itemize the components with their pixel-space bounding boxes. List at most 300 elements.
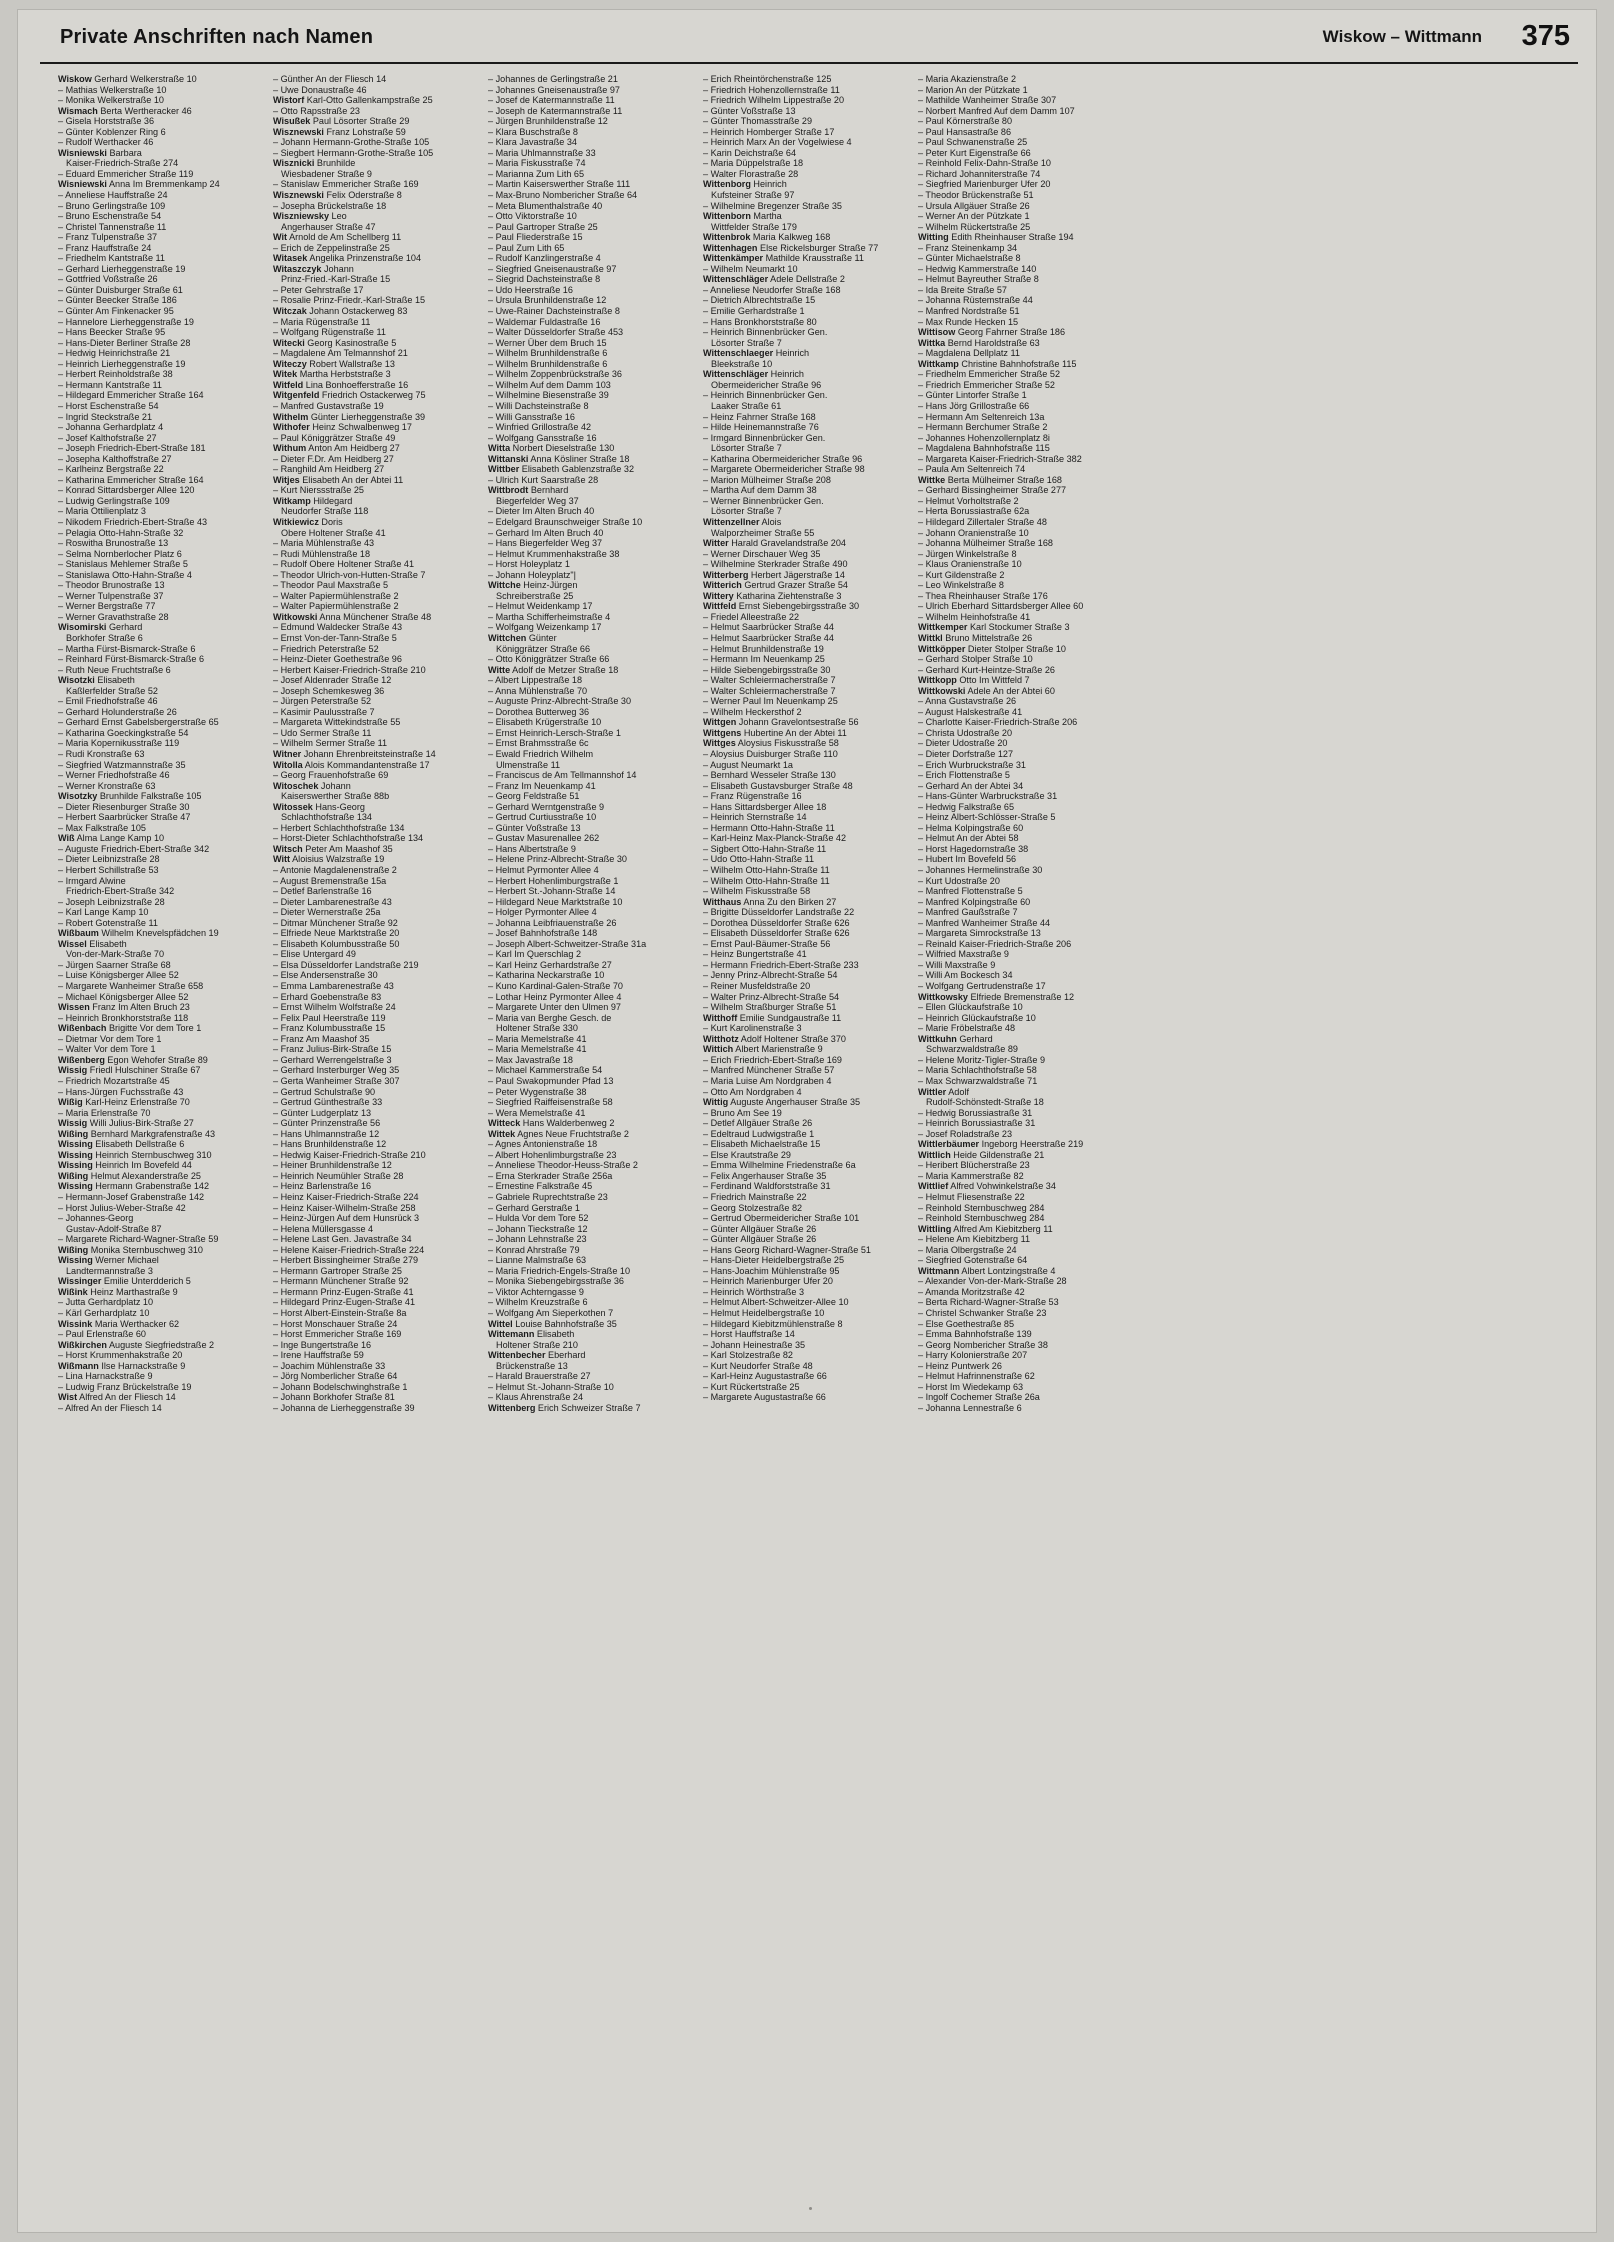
directory-person-entry: – Irmgard Alwine [58, 875, 126, 886]
directory-person-entry: – Aloysius Duisburger Straße 110 [703, 749, 838, 759]
directory-person-entry: – August Halskestraße 41 [918, 706, 1023, 717]
directory-person-entry: – Maria Fiskusstraße 74 [488, 158, 586, 169]
directory-person-entry: – Hans Georg Richard-Wagner-Straße 51 [703, 1244, 871, 1255]
directory-person-entry: – Manfred Gustavstraße 19 [273, 400, 384, 411]
directory-person-entry: – Marie Fröbelstraße 48 [918, 1023, 1016, 1034]
directory-surname-entry: Wittmann Albert Lontzingstraße 4 [918, 1265, 1056, 1276]
directory-person-entry: – Josef Roladstraße 23 [918, 1128, 1013, 1139]
directory-person-entry: – Martha Fürst-Bismarck-Straße 6 [58, 643, 196, 654]
surname-label: Witthoff [703, 1012, 738, 1023]
directory-person-entry: – Kurt Rückertstraße 25 [703, 1381, 800, 1392]
directory-person-entry: – Günter Thomasstraße 29 [703, 116, 813, 127]
directory-surname-entry: Wittisow Georg Fahrner Straße 186 [918, 327, 1065, 338]
surname-label: Wisomirski [58, 622, 107, 633]
directory-address-continuation: Schlachthofstraße 134 [281, 812, 372, 823]
directory-surname-entry: Wittkowski Adele An der Abtei 60 [918, 685, 1055, 696]
directory-person-entry: – Peter Kurt Eigenstraße 66 [918, 147, 1031, 158]
directory-person-entry: – Erich Wurbruckstraße 31 [918, 759, 1026, 770]
directory-person-entry: – Reinald Kaiser-Friedrich-Straße 206 [918, 938, 1072, 949]
directory-person-entry: – Dieter Udostraße 20 [918, 738, 1008, 749]
directory-person-entry: – Uwe-Rainer Dachsteinstraße 8 [488, 306, 620, 317]
directory-person-entry: – Horst Holeyplatz 1 [488, 559, 570, 570]
directory-person-entry: – Richard Johanniterstraße 74 [918, 168, 1041, 179]
directory-surname-entry: Wittkopp Otto Im Wittfeld 7 [918, 675, 1030, 686]
directory-person-entry: – Johann Heinestraße 35 [703, 1339, 806, 1350]
directory-person-entry: – Dieter Lambarenestraße 43 [273, 896, 392, 907]
directory-person-entry: – Georg Feldstraße 51 [488, 791, 580, 802]
directory-person-entry: – Horst-Dieter Schlachthofstraße 134 [273, 833, 424, 844]
surname-label: Wist [58, 1392, 78, 1403]
directory-person-entry: – Gottfried Voßstraße 26 [58, 274, 158, 285]
directory-surname-entry: Wittke Berta Mülheimer Straße 168 [918, 474, 1062, 485]
directory-person-entry: – Maria Ottilienplatz 3 [58, 506, 146, 517]
directory-person-entry: – Günter Lintorfer Straße 1 [918, 390, 1027, 401]
directory-address-continuation: Ulmenstraße 11 [496, 759, 561, 770]
directory-surname-entry: Wißink Heinz Marthastraße 9 [58, 1286, 178, 1297]
directory-person-entry: – Helmut St.-Johann-Straße 10 [488, 1381, 614, 1392]
directory-person-entry: – Karl Stolzestraße 82 [703, 1350, 793, 1361]
directory-person-entry: – Joseph Albert-Schweitzer-Straße 31a [488, 938, 647, 949]
surname-label: Witta [488, 443, 511, 454]
surname-label: Wissing [58, 1181, 93, 1192]
surname-label: Witasek [273, 253, 308, 264]
directory-surname-entry: Witterberg Herbert Jägerstraße 14 [703, 569, 845, 580]
directory-person-entry: – Herta Borussiastraße 62a [918, 506, 1030, 517]
directory-person-entry: – Elsa Düsseldorfer Landstraße 219 [273, 959, 419, 970]
directory-person-entry: – Hans Uhlmannstraße 12 [273, 1128, 380, 1139]
directory-person-entry: – Friedrich Mozartstraße 45 [58, 1075, 170, 1086]
surname-label: Wisznicki [273, 158, 315, 169]
directory-surname-entry: Wittka Bernd Haroldstraße 63 [918, 337, 1040, 348]
directory-person-entry: – Martin Kaiserswerther Straße 111 [488, 179, 631, 190]
directory-person-entry: – Stanislaus Mehlemer Straße 5 [58, 559, 188, 570]
directory-person-entry: – Hilde Heinemannstraße 76 [703, 422, 819, 433]
directory-person-entry: – Hermann Münchener Straße 92 [273, 1276, 409, 1287]
directory-address-continuation: Königgrätzer Straße 66 [496, 643, 591, 654]
directory-person-entry: – Hildegard Prinz-Eugen-Straße 41 [273, 1297, 416, 1308]
directory-person-entry: – Maria Akazienstraße 2 [918, 74, 1017, 84]
directory-person-entry: – Otto Viktorstraße 10 [488, 211, 577, 222]
directory-person-entry: – Herbert Kaiser-Friedrich-Straße 210 [273, 664, 426, 675]
directory-address-continuation: Prinz-Fried.-Karl-Straße 15 [281, 274, 391, 285]
directory-person-entry: – Johanna Mülheimer Straße 168 [918, 538, 1053, 549]
directory-person-entry: – Heinz Fahrner Straße 168 [703, 411, 816, 422]
directory-person-entry: – Johanna Lennestraße 6 [918, 1402, 1022, 1413]
directory-person-entry: – Heribert Blücherstraße 23 [918, 1160, 1030, 1171]
surname-label: Wittkopp [918, 675, 957, 686]
directory-person-entry: – Wilhelm Brunhildenstraße 6 [488, 358, 608, 369]
directory-person-entry: – Klaus Ahrenstraße 24 [488, 1392, 584, 1403]
surname-label: Wittisow [918, 327, 956, 338]
directory-person-entry: – Hildegard Zillertaler Straße 48 [918, 516, 1047, 527]
directory-person-entry: – Wilhelm Otto-Hahn-Straße 11 [703, 875, 830, 886]
directory-person-entry: – Johannes-Georg [58, 1213, 134, 1224]
directory-surname-entry: Witaszczyk Johann [273, 263, 354, 274]
directory-surname-entry: Wittgen Johann Gravelontsestraße 56 [703, 717, 859, 728]
directory-person-entry: – Hans-Joachim Mühlenstraße 95 [703, 1265, 840, 1276]
directory-person-entry: – Wilhelm Kreuzstraße 6 [488, 1297, 588, 1308]
directory-person-entry: – Margarete Unter den Ulmen 97 [488, 1002, 621, 1013]
directory-person-entry: – Helma Kolpingstraße 60 [918, 822, 1024, 833]
directory-person-entry: – Katharina Neckarstraße 10 [488, 970, 605, 981]
directory-person-entry: – Theodor Paul Maxstraße 5 [273, 580, 389, 591]
surname-label: Wittka [918, 337, 946, 348]
directory-surname-entry: Wittenschlaeger Heinrich [703, 348, 810, 359]
directory-person-entry: – Franz Am Maashof 35 [273, 1033, 370, 1044]
directory-person-entry: – Gertrud Obermeidericher Straße 101 [703, 1213, 860, 1224]
directory-person-entry: – Gerhard Insterburger Weg 35 [273, 1065, 400, 1076]
directory-person-entry: – Josef Aldenrader Straße 12 [273, 675, 392, 686]
directory-person-entry: – Emil Friedhofstraße 46 [58, 696, 158, 707]
directory-person-entry: – Werner Gravathstraße 28 [58, 611, 169, 622]
directory-person-entry: – Johannes de Gerlingstraße 21 [488, 74, 618, 84]
directory-person-entry: – Eduard Emmericher Straße 119 [58, 168, 194, 179]
surname-label: Wistorf [273, 95, 305, 106]
directory-person-entry: – Hans-Jürgen Fuchsstraße 43 [58, 1086, 184, 1097]
directory-person-entry: – Johanna Rüstemstraße 44 [918, 295, 1033, 306]
directory-surname-entry: Wittber Elisabeth Gablenzstraße 32 [488, 464, 634, 475]
surname-label: Wissing [58, 1149, 93, 1160]
directory-surname-entry: Wißing Bernhard Markgrafenstraße 43 [58, 1128, 216, 1139]
directory-surname-entry: Wisomirski Gerhard [58, 622, 143, 633]
directory-person-entry: – Lothar Heinz Pyrmonter Allee 4 [488, 991, 622, 1002]
directory-person-entry: – Heinrich Marx An der Vogelwiese 4 [703, 137, 852, 148]
directory-person-entry: – Maria Olbergstraße 24 [918, 1244, 1017, 1255]
directory-surname-entry: Wisotzki Elisabeth [58, 675, 135, 686]
directory-surname-entry: Wiskow Gerhard Welkerstraße 10 [58, 74, 197, 84]
directory-address-continuation: Biegerfelder Weg 37 [496, 495, 579, 506]
directory-person-entry: – Herbert Schlachthofstraße 134 [273, 822, 405, 833]
directory-person-entry: – Wilhelm Straßburger Straße 51 [703, 1002, 837, 1013]
directory-person-entry: – August Neumarkt 1a [703, 759, 793, 770]
directory-person-entry: – Josef de Katermannstraße 11 [488, 95, 615, 106]
directory-person-entry: – Martha Schifferheimstraße 4 [488, 611, 611, 622]
surname-label: Wittköpper [918, 643, 966, 654]
directory-person-entry: – Margareta Kaiser-Friedrich-Straße 382 [918, 453, 1082, 464]
directory-surname-entry: Witner Johann Ehrenbreitsteinstraße 14 [273, 749, 436, 759]
directory-surname-entry: Wittgens Hubertine An der Abtei 11 [703, 727, 847, 738]
directory-surname-entry: Withum Anton Am Heidberg 27 [273, 443, 400, 454]
directory-person-entry: – Friedel Alleestraße 22 [703, 611, 800, 622]
surname-label: Witaszczyk [273, 263, 322, 274]
surname-label: Wißenbach [58, 1023, 107, 1034]
directory-person-entry: – Walter Prinz-Albrecht-Straße 54 [703, 991, 840, 1002]
directory-person-entry: – Ursula Brunhildenstraße 12 [488, 295, 607, 306]
directory-person-entry: – Gustav Masurenallee 262 [488, 833, 600, 844]
surname-label: Wittenzellner [703, 516, 760, 527]
directory-person-entry: – Helmut An der Abtei 58 [918, 833, 1019, 844]
directory-person-entry: – Albert Lippestraße 18 [488, 675, 583, 686]
surname-label: Wißing [58, 1128, 89, 1139]
directory-person-entry: – Kuno Kardinal-Galen-Straße 70 [488, 981, 623, 992]
directory-surname-entry: Wittkl Bruno Mittelstraße 26 [918, 632, 1033, 643]
directory-person-entry: – Ursula Allgäuer Straße 26 [918, 200, 1030, 211]
directory-person-entry: – Hildegard Neue Marktstraße 10 [488, 896, 623, 907]
directory-person-entry: – Heinrich Glückaufstraße 10 [918, 1012, 1036, 1023]
surname-label: Wissing [58, 1255, 93, 1266]
directory-person-entry: – Paul Swakopmunder Pfad 13 [488, 1075, 614, 1086]
directory-surname-entry: Wittanski Anna Kösliner Straße 18 [488, 453, 630, 464]
directory-person-entry: – Gerhard Ernst Gabelsbergerstraße 65 [58, 717, 219, 728]
directory-person-entry: – Erna Sterkrader Straße 256a [488, 1170, 613, 1181]
directory-person-entry: – Hannelore Lierheggenstraße 19 [58, 316, 194, 327]
directory-person-entry: – Josef Kalthofstraße 27 [58, 432, 157, 443]
directory-person-entry: – Wolfgang Gertrudenstraße 17 [918, 981, 1046, 992]
directory-person-entry: – Gerta Wanheimer Straße 307 [273, 1075, 400, 1086]
directory-person-entry: – Jürgen Winkelstraße 8 [918, 548, 1017, 559]
directory-surname-entry: Witek Martha Herbststraße 3 [273, 369, 391, 380]
directory-person-entry: – Viktor Achterngasse 9 [488, 1286, 584, 1297]
directory-address-continuation: Kufsteiner Straße 97 [711, 190, 795, 201]
directory-person-entry: – Gerhard Im Alten Bruch 40 [488, 527, 604, 538]
directory-person-entry: – Udo Otto-Hahn-Straße 11 [703, 854, 815, 865]
surname-label: Wittmann [918, 1265, 960, 1276]
directory-person-entry: – Franz Julius-Birk-Straße 15 [273, 1044, 392, 1055]
surname-label: Wittanski [488, 453, 529, 464]
directory-person-entry: – Horst Im Wiedekamp 63 [918, 1381, 1024, 1392]
directory-person-entry: – Friedrich Peterstraße 52 [273, 643, 379, 654]
directory-person-entry: – Margarete Wanheimer Straße 658 [58, 981, 204, 992]
directory-surname-entry: Wittlich Heide Gildenstraße 21 [918, 1149, 1045, 1160]
directory-person-entry: – Dieter Leibnizstraße 28 [58, 854, 160, 865]
directory-person-entry: – Ludwig Franz Brückelstraße 19 [58, 1381, 192, 1392]
directory-person-entry: – Johann Oranienstraße 10 [918, 527, 1029, 538]
surname-label: Wißing [58, 1170, 89, 1181]
directory-person-entry: – Hermann Prinz-Eugen-Straße 41 [273, 1286, 414, 1297]
directory-person-entry: – Uwe Donaustraße 46 [273, 84, 367, 95]
surname-label: Wittchen [488, 632, 527, 643]
directory-person-entry: – Friedrich Mainstraße 22 [703, 1191, 807, 1202]
directory-person-entry: – Otto Am Nordgraben 4 [703, 1086, 802, 1097]
directory-person-entry: – Antonie Magdalenenstraße 2 [273, 865, 397, 876]
directory-person-entry: – Jenny Prinz-Albrecht-Straße 54 [703, 970, 838, 981]
directory-person-entry: – Hans Biegerfelder Weg 37 [488, 538, 603, 549]
surname-label: Wittkuhn [918, 1033, 957, 1044]
directory-person-entry: – Monika Siebengebirgsstraße 36 [488, 1276, 624, 1287]
directory-person-entry: – Horst Eschenstraße 54 [58, 400, 159, 411]
directory-person-entry: – Hans-Günter Warbruckstraße 31 [918, 791, 1058, 802]
surname-label: Wissig [58, 1118, 88, 1129]
directory-person-entry: – Josepha Kalthoffstraße 27 [58, 453, 172, 464]
directory-person-entry: – Wilhelm Fiskusstraße 58 [703, 886, 811, 897]
directory-person-entry: – Elisabeth Gustavsburger Straße 48 [703, 780, 853, 791]
surname-label: Wittling [918, 1223, 952, 1234]
directory-person-entry: – Max Falkstraße 105 [58, 822, 146, 833]
directory-person-entry: – Horst Julius-Weber-Straße 42 [58, 1202, 186, 1213]
surname-label: Wismach [58, 105, 98, 116]
directory-person-entry: – Harald Brauerstraße 27 [488, 1371, 591, 1382]
directory-person-entry: – Alexander Von-der-Mark-Straße 28 [918, 1276, 1067, 1287]
directory-person-entry: – Paula Am Seltenreich 74 [918, 464, 1026, 475]
directory-person-entry: – Heinz Kaiser-Friedrich-Straße 224 [273, 1191, 419, 1202]
directory-surname-entry: Withelm Günter Lierheggenstraße 39 [273, 411, 426, 422]
directory-person-entry: – Konrad Ahrstraße 79 [488, 1244, 580, 1255]
surname-label: Wittery [703, 590, 734, 601]
directory-person-entry: – Magdalena Bahnhofstraße 115 [918, 443, 1050, 454]
directory-person-entry: – Georg Frauenhofstraße 69 [273, 770, 389, 781]
directory-person-entry: – Herbert Reinholdstraße 38 [58, 369, 173, 380]
surname-label: Wittke [918, 474, 946, 485]
directory-person-entry: – Klara Javastraße 34 [488, 137, 577, 148]
directory-person-entry: – Elise Untergard 49 [273, 949, 356, 960]
directory-person-entry: – Dieter Wernerstraße 25a [273, 907, 381, 918]
directory-person-entry: – Paul Hansastraße 86 [918, 126, 1012, 137]
directory-address-continuation: Neudorfer Straße 118 [281, 506, 369, 517]
directory-person-entry: – Wilhelm Rückertstraße 25 [918, 221, 1031, 232]
directory-surname-entry: Wissing Heinrich Sternbuschweg 310 [58, 1149, 212, 1160]
directory-person-entry: – Horst Hauffstraße 14 [703, 1329, 795, 1340]
directory-person-entry: – Heinz Kaiser-Wilhelm-Straße 258 [273, 1202, 416, 1213]
directory-person-entry: – Magdalena Dellplatz 11 [918, 348, 1020, 359]
directory-person-entry: – Elisabeth Kolumbusstraße 50 [273, 938, 400, 949]
directory-person-entry: – Reinhold Sternbuschweg 284 [918, 1202, 1045, 1213]
directory-surname-entry: Wittenschläger Adele Dellstraße 2 [703, 274, 845, 285]
directory-surname-entry: Wittek Agnes Neue Fruchtstraße 2 [488, 1128, 629, 1139]
directory-person-entry: – Werner Paul Im Neuenkamp 25 [703, 696, 838, 707]
directory-surname-entry: Wittlief Alfred Vohwinkelstraße 34 [918, 1181, 1056, 1192]
directory-person-entry: – Holger Pyrmonter Allee 4 [488, 907, 597, 918]
directory-person-entry: – Franciscus de Am Tellmannshof 14 [488, 770, 637, 781]
directory-person-entry: – Ernst Brahmsstraße 6c [488, 738, 589, 749]
directory-person-entry: – Hans Albertstraße 9 [488, 843, 576, 854]
surname-label: Witeczy [273, 358, 307, 369]
directory-person-entry: – Ellen Glückaufstraße 10 [918, 1002, 1023, 1013]
directory-surname-entry: Wittemann Elisabeth [488, 1329, 575, 1340]
directory-address-continuation: Kaßlerfelder Straße 52 [66, 685, 158, 696]
directory-person-entry: – Margarete Augustastraße 66 [703, 1392, 826, 1403]
directory-person-entry: – Heinrich Wörthstraße 3 [703, 1286, 805, 1297]
directory-surname-entry: Wittlerbäumer Ingeborg Heerstraße 219 [918, 1139, 1084, 1150]
directory-person-entry: – Meta Blumenthalstraße 40 [488, 200, 603, 211]
directory-person-entry: – Maria Düppelstraße 18 [703, 158, 804, 169]
directory-person-entry: – Michael Königsberger Allee 52 [58, 991, 189, 1002]
directory-person-entry: – Katharina Goeckingkstraße 54 [58, 727, 189, 738]
directory-person-entry: – Kurt Udostraße 20 [918, 875, 1000, 886]
directory-surname-entry: Wißenbach Brigitte Vor dem Tore 1 [58, 1023, 202, 1034]
directory-person-entry: – Erich de Zeppelinstraße 25 [273, 242, 390, 253]
directory-surname-entry: Witfeld Lina Bonhoefferstraße 16 [273, 379, 409, 390]
directory-surname-entry: Wiß Alma Lange Kamp 10 [58, 833, 165, 844]
surname-label: Wissinger [58, 1276, 102, 1287]
directory-person-entry: – Helmut Hafrinnenstraße 62 [918, 1371, 1035, 1382]
directory-person-entry: – Peter Wygenstraße 38 [488, 1086, 587, 1097]
surname-label: Wittlich [918, 1149, 951, 1160]
directory-person-entry: – Rudolf Werthacker 46 [58, 137, 154, 148]
directory-surname-entry: Wittköpper Dieter Stolper Straße 10 [918, 643, 1066, 654]
surname-label: Wisniewski [58, 179, 107, 190]
directory-person-entry: – Helmut Albert-Schweitzer-Allee 10 [703, 1297, 849, 1308]
directory-person-entry: – Detlef Allgäuer Straße 26 [703, 1118, 813, 1129]
surname-label: Wißink [58, 1286, 88, 1297]
directory-address-continuation: Borkhofer Straße 6 [66, 632, 143, 643]
directory-person-entry: – Erhard Goebenstraße 83 [273, 991, 382, 1002]
directory-person-entry: – Johannes Hermelinstraße 30 [918, 865, 1043, 876]
directory-surname-entry: Wissing Hermann Grabenstraße 142 [58, 1181, 210, 1192]
directory-person-entry: – Mathilde Wanheimer Straße 307 [918, 95, 1057, 106]
directory-person-entry: – Georg Stolzestraße 82 [703, 1202, 803, 1213]
directory-person-entry: – Hermann Kantstraße 11 [58, 379, 162, 390]
directory-person-entry: – Karl-Heinz Augustastraße 66 [703, 1371, 827, 1382]
directory-person-entry: – Dietrich Albrechtstraße 15 [703, 295, 816, 306]
directory-person-entry: – Günter Allgäuer Straße 26 [703, 1234, 817, 1245]
surname-label: Wiszniewsky [273, 211, 330, 222]
directory-person-entry: – Paul Schwanenstraße 25 [918, 137, 1028, 148]
directory-person-entry: – Maria Erlenstraße 70 [58, 1107, 151, 1118]
directory-person-entry: – Jürgen Brunhildenstraße 12 [488, 116, 608, 127]
surname-label: Witter [703, 538, 729, 549]
directory-address-continuation: Walporzheimer Straße 55 [711, 527, 815, 538]
directory-person-entry: – Udo Heerstraße 16 [488, 284, 573, 295]
directory-person-entry: – Winfried Grillostraße 42 [488, 422, 592, 433]
directory-person-entry: – Ulrich Eberhard Sittardsberger Allee 60 [918, 601, 1084, 612]
directory-surname-entry: Wiszniewsky Leo [273, 211, 347, 222]
directory-address-continuation: Landtermannstraße 3 [66, 1265, 153, 1276]
directory-surname-entry: Wittenbrok Maria Kalkweg 168 [703, 232, 831, 243]
directory-person-entry: – Karl Lange Kamp 10 [58, 907, 149, 918]
directory-column-4 [703, 74, 918, 1413]
directory-person-entry: – Maria Schlachthofstraße 58 [918, 1065, 1037, 1076]
directory-person-entry: – Rosalie Prinz-Friedr.-Karl-Straße 15 [273, 295, 426, 306]
directory-person-entry: – Hedwig Kammerstraße 140 [918, 263, 1037, 274]
directory-address-continuation: Laaker Straße 61 [711, 400, 782, 411]
page-header [40, 20, 1578, 64]
directory-person-entry: – Erich Flottenstraße 5 [918, 770, 1010, 781]
directory-person-entry: – Franz Tulpenstraße 37 [58, 232, 158, 243]
directory-person-entry: – Marion An der Pützkate 1 [918, 84, 1028, 95]
directory-person-entry: – Ranghild Am Heidberg 27 [273, 464, 385, 475]
header-title: Private Anschriften nach Namen [60, 26, 374, 48]
directory-person-entry: – Günter Allgäuer Straße 26 [703, 1223, 817, 1234]
directory-surname-entry: Wissing Heinrich Im Bovefeld 44 [58, 1160, 192, 1171]
directory-person-entry: – Manfred Flottenstraße 5 [918, 886, 1023, 897]
directory-person-entry: – Werner Kronstraße 63 [58, 780, 156, 791]
directory-person-entry: – Hermann Im Neuenkamp 25 [703, 654, 825, 665]
directory-person-entry: – Margarete Obermeidericher Straße 98 [703, 464, 865, 475]
directory-person-entry: – Rudolf Obere Holtener Straße 41 [273, 559, 415, 570]
directory-person-entry: – Paul Zum Lith 65 [488, 242, 565, 253]
directory-person-entry: – Else Krautstraße 29 [703, 1149, 791, 1160]
directory-surname-entry: Wittel Louise Bahnhofstraße 35 [488, 1318, 617, 1329]
directory-person-entry: – Helmut Bayreuther Straße 8 [918, 274, 1039, 285]
directory-person-entry: – Else Andersenstraße 30 [273, 970, 378, 981]
directory-person-entry: – Ingrid Steckstraße 21 [58, 411, 153, 422]
directory-person-entry: – Christel Schwanker Straße 23 [918, 1307, 1047, 1318]
directory-person-entry: – Heinrich Lierheggenstraße 19 [58, 358, 186, 369]
directory-person-entry: – Agnes Antonienstraße 18 [488, 1139, 598, 1150]
directory-surname-entry: Witterich Gertrud Grazer Straße 54 [703, 580, 848, 591]
directory-surname-entry: Witeczy Robert Wallstraße 13 [273, 358, 395, 369]
directory-person-entry: – Johannes Gneisenaustraße 97 [488, 84, 620, 95]
surname-label: Witoschek [273, 780, 319, 791]
directory-person-entry: – Dieter Dorfstraße 127 [918, 749, 1014, 759]
directory-person-entry: – Manfred Gaußstraße 7 [918, 907, 1018, 918]
directory-person-entry: – Hans Brunhildenstraße 12 [273, 1139, 387, 1150]
directory-surname-entry: Wittenzellner Alois [703, 516, 782, 527]
directory-person-entry: – Helene Last Gen. Javastraße 34 [273, 1234, 412, 1245]
directory-person-entry: – Martha Auf dem Damm 38 [703, 485, 817, 496]
directory-person-entry: – Gerhard Gerstraße 1 [488, 1202, 580, 1213]
directory-person-entry: – Hermann Otto-Hahn-Straße 11 [703, 822, 835, 833]
footer-mark [809, 2207, 812, 2210]
directory-person-entry: – Otto Rapsstraße 23 [273, 105, 360, 116]
directory-person-entry: – Friedhelm Kantstraße 11 [58, 253, 165, 264]
directory-person-entry: – Dieter F.Dr. Am Heidberg 27 [273, 453, 394, 464]
directory-person-entry: – Inge Bungertstraße 16 [273, 1339, 372, 1350]
directory-surname-entry: Witsch Peter Am Maashof 35 [273, 843, 393, 854]
directory-person-entry: – Manfred Nordstraße 51 [918, 306, 1020, 317]
directory-person-entry: – Georg Nombericher Straße 38 [918, 1339, 1048, 1350]
directory-surname-entry: Witoschek Johann [273, 780, 351, 791]
